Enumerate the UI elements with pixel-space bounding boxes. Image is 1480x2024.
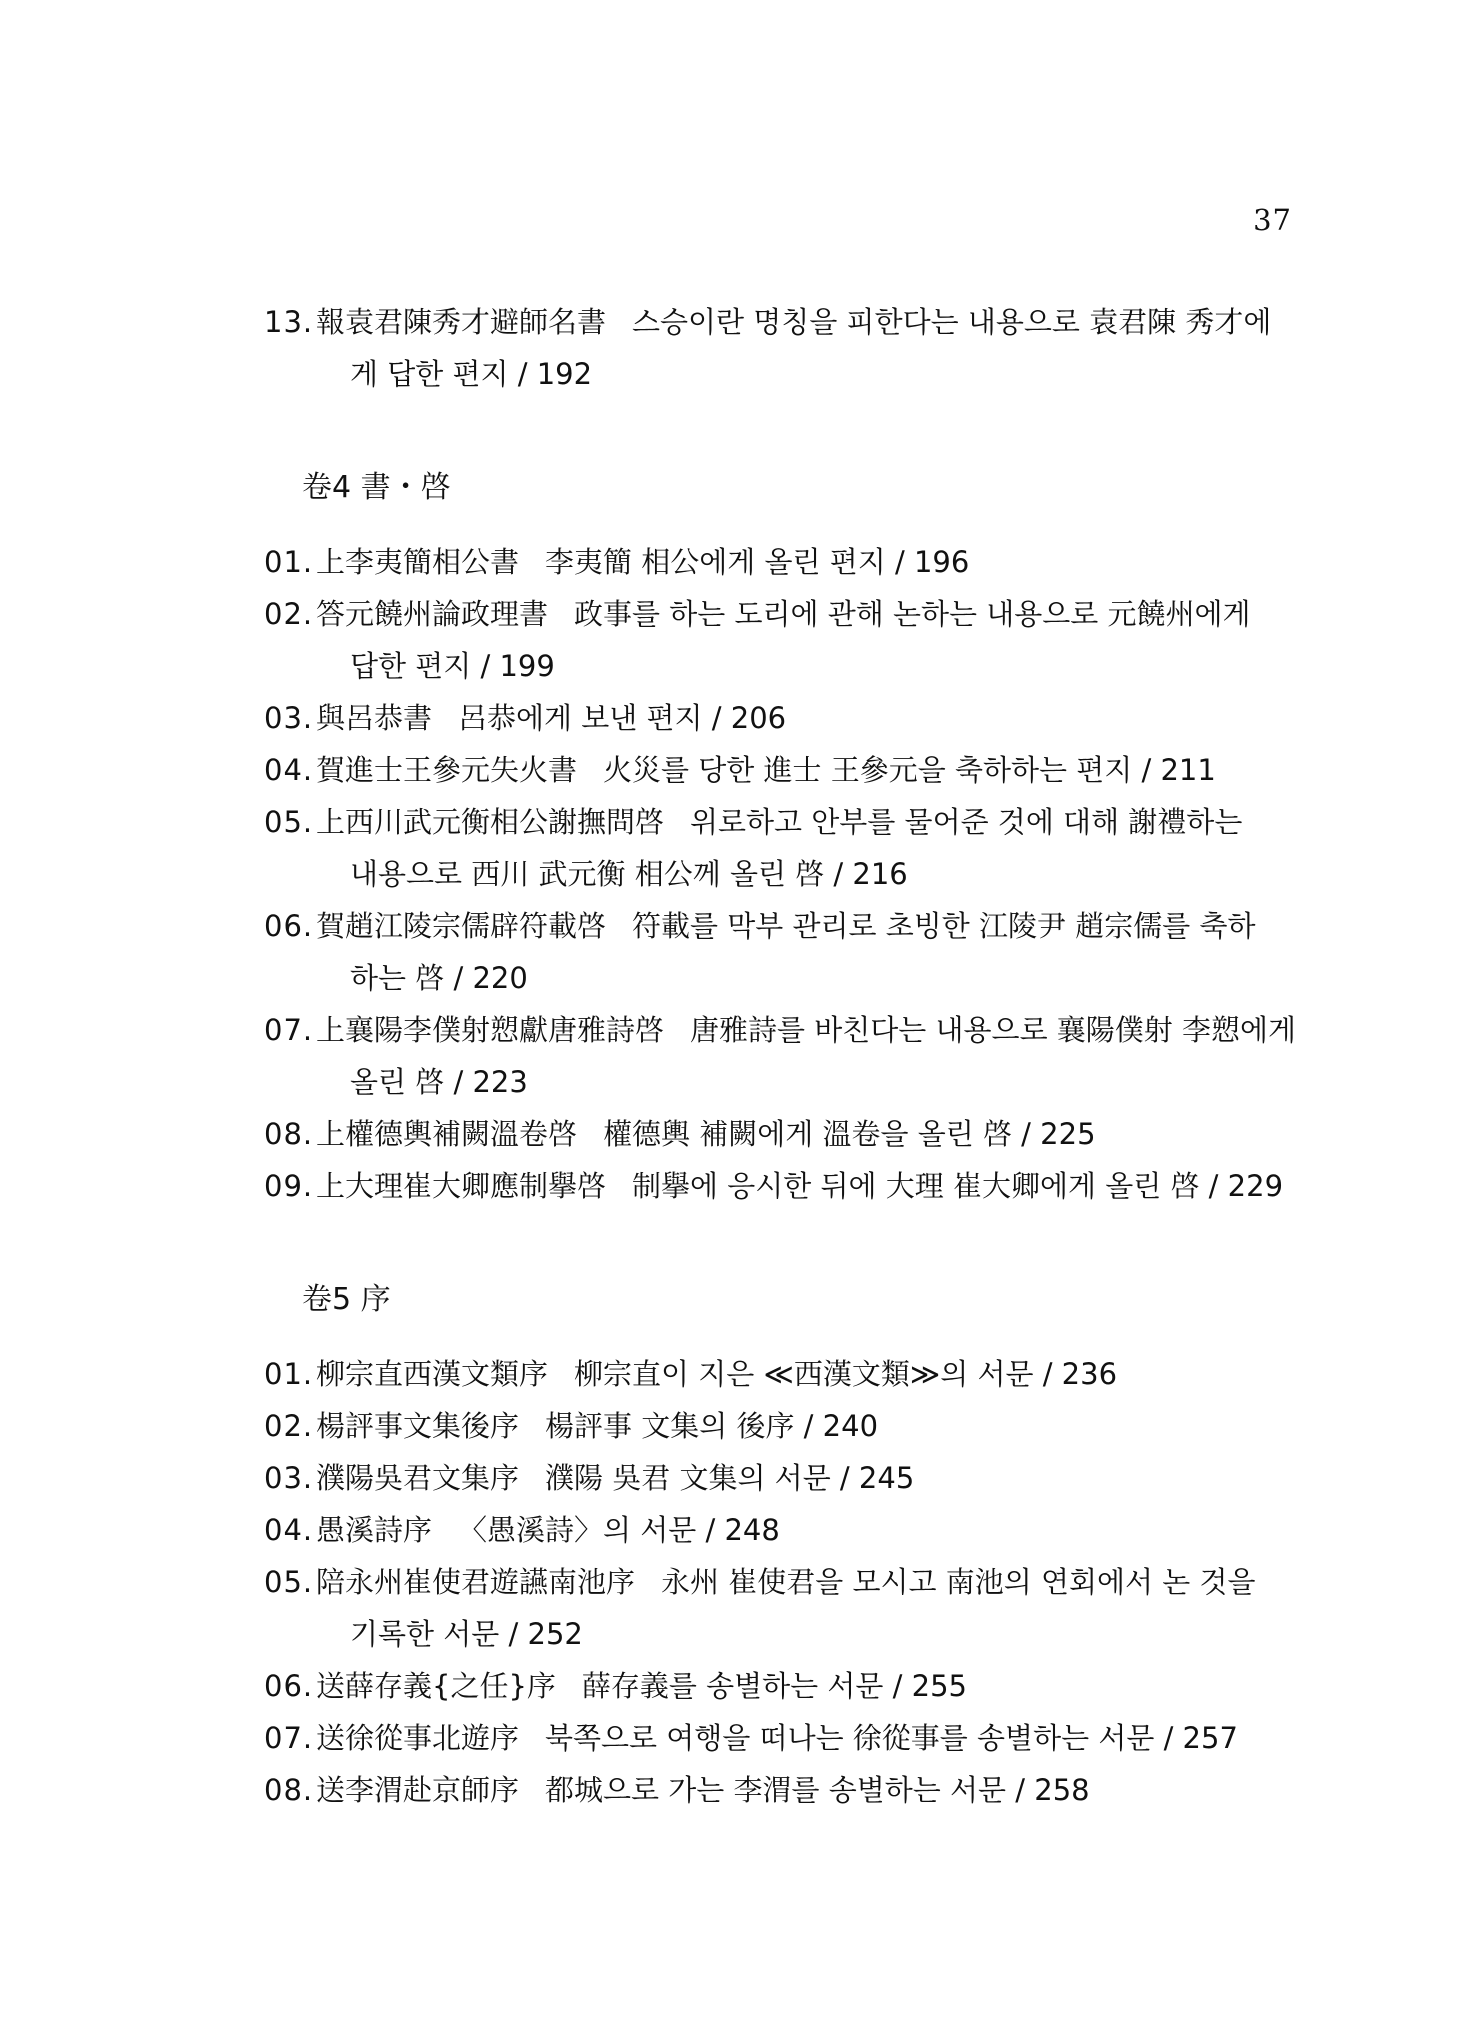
entry-title: 愚溪詩序 xyxy=(316,1513,433,1547)
entry-number: 01. xyxy=(264,545,314,579)
toc-section-vol5 xyxy=(264,1274,1256,1816)
entry-description: 權德輿 補闕에게 溫卷을 올린 啓 / 225 xyxy=(603,1117,1096,1151)
entry-title: 送李渭赴京師序 xyxy=(316,1773,520,1807)
toc-entry xyxy=(264,1556,1256,1660)
toc-entry xyxy=(264,1004,1297,1108)
toc-entry xyxy=(264,588,1251,692)
section-heading: 卷4 書・啓 xyxy=(302,470,451,505)
entry-description-continued: 게 답한 편지 / 192 xyxy=(350,357,593,391)
entry-description: 柳宗直이 지은 ≪西漢文類≫의 서문 / 236 xyxy=(574,1357,1118,1391)
entry-number: 09. xyxy=(264,1169,314,1203)
toc-entry xyxy=(264,1764,1234,1816)
entry-description-continued: 올린 啓 / 223 xyxy=(350,1065,528,1099)
toc-entry xyxy=(264,1160,1284,1212)
toc-entry xyxy=(264,1348,1234,1400)
entry-description: 制擧에 응시한 뒤에 大理 崔大卿에게 올린 啓 / 229 xyxy=(632,1169,1284,1203)
toc-section-prev xyxy=(264,296,1272,400)
entry-title: 答元饒州論政理書 xyxy=(316,597,549,631)
entry-number: 13. xyxy=(264,305,314,339)
entry-description: 楊評事 文集의 後序 / 240 xyxy=(545,1409,879,1443)
toc-entry xyxy=(264,536,1234,588)
entry-description: 呂恭에게 보낸 편지 / 206 xyxy=(458,701,787,735)
entry-number: 06. xyxy=(264,1669,314,1703)
entry-number: 08. xyxy=(264,1117,314,1151)
entry-title: 上西川武元衡相公謝撫問啓 xyxy=(316,805,665,839)
entry-title: 報袁君陳秀才避師名書 xyxy=(316,305,607,339)
entry-title: 陪永州崔使君遊讌南池序 xyxy=(316,1565,636,1599)
entry-number: 03. xyxy=(264,701,314,735)
entry-number: 05. xyxy=(264,1565,314,1599)
entry-description: 符載를 막부 관리로 초빙한 江陵尹 趙宗儒를 축하 xyxy=(632,909,1256,943)
entry-description: 都城으로 가는 李渭를 송별하는 서문 / 258 xyxy=(545,1773,1090,1807)
entry-number: 08. xyxy=(264,1773,314,1807)
table-of-contents xyxy=(264,296,1297,1816)
entry-title: 與呂恭書 xyxy=(316,701,433,735)
entry-number: 02. xyxy=(264,597,314,631)
entry-description: 火災를 당한 進士 王參元을 축하하는 편지 / 211 xyxy=(603,753,1216,787)
entry-description-continued: 하는 啓 / 220 xyxy=(350,961,528,995)
toc-entry xyxy=(264,692,1234,744)
entry-number: 06. xyxy=(264,909,314,943)
toc-entry xyxy=(264,1660,1234,1712)
entry-title: 賀趙江陵宗儒辟符載啓 xyxy=(316,909,607,943)
entry-title: 楊評事文集後序 xyxy=(316,1409,520,1443)
entry-title: 上李夷簡相公書 xyxy=(316,545,520,579)
toc-entry xyxy=(264,1712,1238,1764)
toc-entry xyxy=(264,1108,1234,1160)
entry-description: 〈愚溪詩〉의 서문 / 248 xyxy=(458,1513,780,1547)
entry-number: 07. xyxy=(264,1721,314,1755)
page-number: 37 xyxy=(1253,203,1292,237)
toc-entry xyxy=(264,1452,1234,1504)
entry-title: 賀進士王參元失火書 xyxy=(316,753,578,787)
entry-description: 북쪽으로 여행을 떠나는 徐從事를 송별하는 서문 / 257 xyxy=(545,1721,1238,1755)
entry-description: 唐雅詩를 바친다는 내용으로 襄陽僕射 李愬에게 xyxy=(690,1013,1297,1047)
entry-number: 04. xyxy=(264,753,314,787)
toc-entry xyxy=(264,900,1256,1004)
section-heading: 卷5 序 xyxy=(302,1282,391,1317)
entry-description-continued: 내용으로 西川 武元衡 相公께 올린 啓 / 216 xyxy=(350,857,908,891)
entry-number: 03. xyxy=(264,1461,314,1495)
entry-description: 스승이란 명칭을 피한다는 내용으로 袁君陳 秀才에 xyxy=(632,305,1272,339)
entry-title: 上大理崔大卿應制擧啓 xyxy=(316,1169,607,1203)
entry-description: 濮陽 吳君 文集의 서문 / 245 xyxy=(545,1461,915,1495)
entry-description: 薛存義를 송별하는 서문 / 255 xyxy=(581,1669,968,1703)
entry-title: 柳宗直西漢文類序 xyxy=(316,1357,549,1391)
toc-entry xyxy=(264,1504,1234,1556)
toc-entry xyxy=(264,296,1272,400)
entry-description: 위로하고 안부를 물어준 것에 대해 謝禮하는 xyxy=(690,805,1243,839)
toc-entry xyxy=(264,1400,1234,1452)
entry-number: 07. xyxy=(264,1013,314,1047)
entry-number: 05. xyxy=(264,805,314,839)
toc-section-vol4 xyxy=(264,462,1297,1212)
toc-entry xyxy=(264,796,1243,900)
entry-title: 送徐從事北遊序 xyxy=(316,1721,520,1755)
entry-description: 李夷簡 相公에게 올린 편지 / 196 xyxy=(545,545,970,579)
entry-title: 上權德輿補闕溫卷啓 xyxy=(316,1117,578,1151)
entry-title: 濮陽吳君文集序 xyxy=(316,1461,520,1495)
entry-number: 02. xyxy=(264,1409,314,1443)
entry-description: 永州 崔使君을 모시고 南池의 연회에서 논 것을 xyxy=(661,1565,1256,1599)
entry-title: 送薛存義{之任}序 xyxy=(316,1669,556,1703)
entry-description: 政事를 하는 도리에 관해 논하는 내용으로 元饒州에게 xyxy=(574,597,1251,631)
entry-description-continued: 기록한 서문 / 252 xyxy=(350,1617,583,1651)
toc-entry xyxy=(264,744,1234,796)
entry-number: 04. xyxy=(264,1513,314,1547)
entry-number: 01. xyxy=(264,1357,314,1391)
entry-title: 上襄陽李僕射愬獻唐雅詩啓 xyxy=(316,1013,665,1047)
entry-description-continued: 답한 편지 / 199 xyxy=(350,649,555,683)
